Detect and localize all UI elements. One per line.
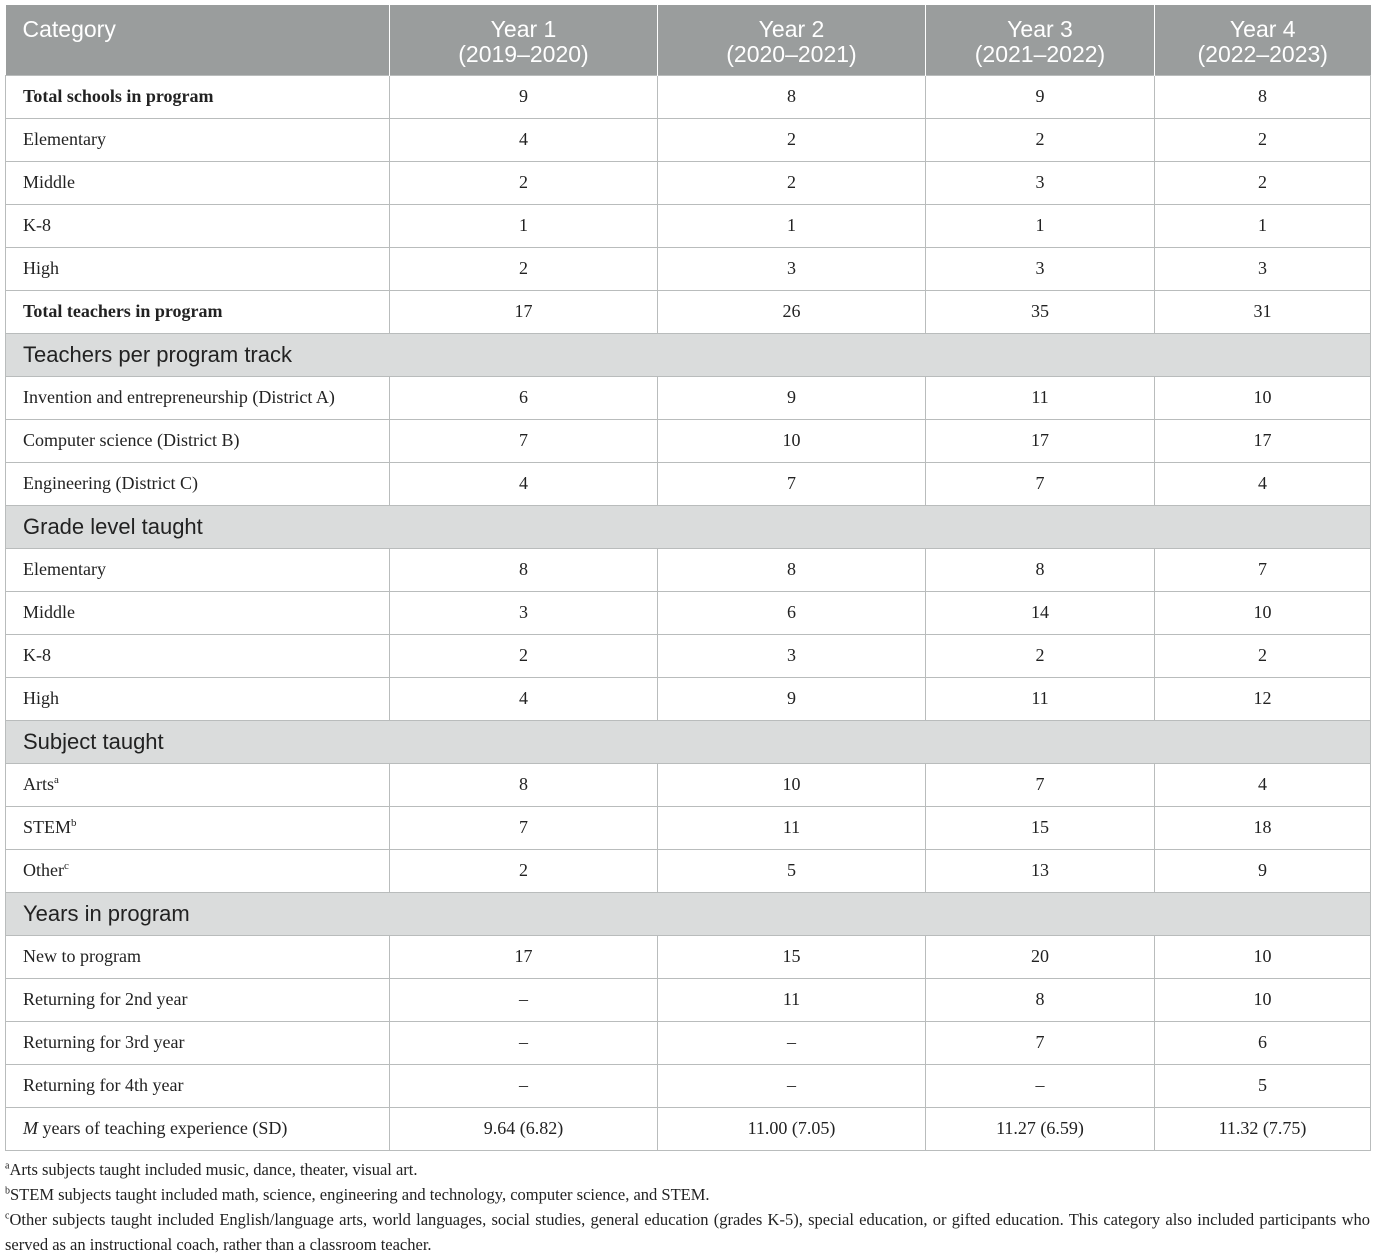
row-label — [6, 376, 390, 419]
table-row — [6, 75, 1371, 118]
cell-year-1: 9.64 (6.82) — [390, 1107, 658, 1150]
row-label-text: Returning for 4th year — [23, 1075, 184, 1095]
row-label-text: Middle — [23, 172, 75, 192]
header-year-range: (2019–2020) — [458, 41, 589, 67]
cell-year-3: 20 — [926, 935, 1155, 978]
table-row — [6, 677, 1371, 720]
cell-year-2: – — [658, 1064, 926, 1107]
footnote — [5, 1157, 1370, 1182]
table-row — [6, 462, 1371, 505]
row-label-text: Middle — [23, 602, 75, 622]
header-year-range: (2020–2021) — [726, 41, 857, 67]
cell-year-3: 2 — [926, 118, 1155, 161]
footnote-mark: b — [5, 1185, 10, 1197]
table-row — [6, 204, 1371, 247]
data-table-container — [5, 5, 1370, 1151]
row-label-text: Other — [23, 860, 64, 880]
row-label — [6, 548, 390, 591]
cell-year-4: 9 — [1155, 849, 1371, 892]
cell-year-4: 10 — [1155, 376, 1371, 419]
cell-year-2: 9 — [658, 677, 926, 720]
cell-year-4: 2 — [1155, 161, 1371, 204]
cell-year-3: – — [926, 1064, 1155, 1107]
footnote — [5, 1182, 1370, 1207]
cell-year-4: 6 — [1155, 1021, 1371, 1064]
cell-year-3: 11.27 (6.59) — [926, 1107, 1155, 1150]
table-row — [6, 247, 1371, 290]
cell-year-3: 2 — [926, 634, 1155, 677]
cell-year-1: 7 — [390, 419, 658, 462]
row-label — [6, 978, 390, 1021]
table-row — [6, 935, 1371, 978]
cell-year-2: 8 — [658, 548, 926, 591]
footnote-text: Arts subjects taught included music, dance, theater, visual art. — [9, 1160, 418, 1179]
cell-year-1: 1 — [390, 204, 658, 247]
cell-year-2: 2 — [658, 118, 926, 161]
header-year-label: Year 3 — [1007, 16, 1073, 42]
cell-year-3: 7 — [926, 462, 1155, 505]
header-year-label: Year 4 — [1229, 16, 1296, 42]
cell-year-1: – — [390, 1064, 658, 1107]
row-label — [6, 290, 390, 333]
section-title: Teachers per program track — [6, 333, 1371, 376]
row-label — [6, 1064, 390, 1107]
row-label-text: Returning for 3rd year — [23, 1032, 185, 1052]
footnote-marker: b — [71, 817, 77, 829]
footnote-mark: c — [5, 1210, 10, 1222]
cell-year-2: 1 — [658, 204, 926, 247]
row-label — [6, 75, 390, 118]
cell-year-4: 17 — [1155, 419, 1371, 462]
cell-year-3: 7 — [926, 1021, 1155, 1064]
cell-year-4: 7 — [1155, 548, 1371, 591]
section-row — [6, 333, 1371, 376]
cell-year-2: 11.00 (7.05) — [658, 1107, 926, 1150]
footnotes — [5, 1157, 1370, 1257]
table-row — [6, 118, 1371, 161]
cell-year-3: 7 — [926, 763, 1155, 806]
footnote-text: Other subjects taught included English/language arts, world languages, social studies, general education (grades K-5), special education, or gifted education. This category also included participants who served as an instructional coach, rather than a classroom teacher. — [5, 1210, 1370, 1254]
row-label — [6, 591, 390, 634]
cell-year-1: 2 — [390, 849, 658, 892]
cell-year-4: 10 — [1155, 978, 1371, 1021]
section-title: Years in program — [6, 892, 1371, 935]
cell-year-3: 13 — [926, 849, 1155, 892]
cell-year-1: 2 — [390, 247, 658, 290]
cell-year-1: 2 — [390, 634, 658, 677]
cell-year-3: 3 — [926, 247, 1155, 290]
cell-year-2: 8 — [658, 75, 926, 118]
cell-year-2: 10 — [658, 763, 926, 806]
section-title: Subject taught — [6, 720, 1371, 763]
row-label — [6, 462, 390, 505]
data-table — [5, 5, 1371, 1151]
cell-year-4: 10 — [1155, 591, 1371, 634]
cell-year-1: 3 — [390, 591, 658, 634]
cell-year-3: 9 — [926, 75, 1155, 118]
cell-year-3: 17 — [926, 419, 1155, 462]
cell-year-4: 12 — [1155, 677, 1371, 720]
table-row — [6, 548, 1371, 591]
cell-year-3: 1 — [926, 204, 1155, 247]
cell-year-3: 15 — [926, 806, 1155, 849]
cell-year-1: 17 — [390, 935, 658, 978]
cell-year-3: 11 — [926, 376, 1155, 419]
header-year-1 — [390, 5, 658, 75]
header-row — [6, 5, 1371, 75]
row-label-text: Engineering (District C) — [23, 473, 198, 493]
cell-year-4: 8 — [1155, 75, 1371, 118]
cell-year-2: 3 — [658, 634, 926, 677]
header-year-label: Year 1 — [490, 16, 557, 42]
table-row — [6, 634, 1371, 677]
row-label-text: K-8 — [23, 215, 51, 235]
header-category: Category — [6, 5, 390, 75]
section-title: Grade level taught — [6, 505, 1371, 548]
row-label-text: Invention and entrepreneurship (District A) — [23, 387, 335, 407]
table-row — [6, 978, 1371, 1021]
row-label — [6, 1107, 390, 1150]
row-label-text: years of teaching experience (SD) — [38, 1118, 288, 1138]
table-row — [6, 290, 1371, 333]
table-header — [6, 5, 1371, 75]
cell-year-2: 10 — [658, 419, 926, 462]
cell-year-4: 31 — [1155, 290, 1371, 333]
cell-year-2: 7 — [658, 462, 926, 505]
row-label — [6, 1021, 390, 1064]
row-label-text: Returning for 2nd year — [23, 989, 188, 1009]
cell-year-4: 4 — [1155, 763, 1371, 806]
table-row — [6, 419, 1371, 462]
cell-year-3: 3 — [926, 161, 1155, 204]
row-label — [6, 419, 390, 462]
cell-year-2: 11 — [658, 978, 926, 1021]
row-label-text: New to program — [23, 946, 141, 966]
table-row — [6, 1064, 1371, 1107]
table-row — [6, 161, 1371, 204]
table-body — [6, 75, 1371, 1150]
footnote — [5, 1207, 1370, 1257]
table-row — [6, 806, 1371, 849]
cell-year-1: 8 — [390, 763, 658, 806]
cell-year-1: 4 — [390, 118, 658, 161]
table-row — [6, 763, 1371, 806]
row-label-text: STEM — [23, 817, 72, 837]
cell-year-3: 35 — [926, 290, 1155, 333]
section-row — [6, 892, 1371, 935]
row-label — [6, 763, 390, 806]
cell-year-2: 9 — [658, 376, 926, 419]
cell-year-1: 8 — [390, 548, 658, 591]
cell-year-1: 4 — [390, 677, 658, 720]
header-year-4 — [1155, 5, 1371, 75]
row-label — [6, 849, 390, 892]
header-year-2 — [658, 5, 926, 75]
table-row — [6, 591, 1371, 634]
cell-year-4: 2 — [1155, 118, 1371, 161]
row-label — [6, 247, 390, 290]
cell-year-3: 8 — [926, 978, 1155, 1021]
footnote-marker: a — [54, 774, 59, 786]
cell-year-4: 10 — [1155, 935, 1371, 978]
row-label-text: Total teachers in program — [23, 301, 223, 321]
row-label-italic: M — [23, 1118, 38, 1138]
row-label-text: Total schools in program — [23, 86, 214, 106]
cell-year-1: 4 — [390, 462, 658, 505]
row-label-text: High — [23, 688, 59, 708]
section-row — [6, 720, 1371, 763]
row-label — [6, 935, 390, 978]
cell-year-4: 11.32 (7.75) — [1155, 1107, 1371, 1150]
cell-year-2: – — [658, 1021, 926, 1064]
row-label-text: Elementary — [23, 129, 106, 149]
row-label — [6, 677, 390, 720]
cell-year-4: 5 — [1155, 1064, 1371, 1107]
cell-year-1: – — [390, 978, 658, 1021]
cell-year-2: 2 — [658, 161, 926, 204]
cell-year-4: 2 — [1155, 634, 1371, 677]
cell-year-1: 9 — [390, 75, 658, 118]
section-row — [6, 505, 1371, 548]
row-label-text: K-8 — [23, 645, 51, 665]
cell-year-2: 6 — [658, 591, 926, 634]
header-year-range: (2021–2022) — [974, 41, 1106, 67]
row-label — [6, 806, 390, 849]
row-label — [6, 634, 390, 677]
cell-year-3: 14 — [926, 591, 1155, 634]
header-year-range: (2022–2023) — [1197, 41, 1328, 67]
table-row — [6, 1107, 1371, 1150]
row-label-text: Arts — [23, 774, 54, 794]
cell-year-4: 18 — [1155, 806, 1371, 849]
cell-year-2: 11 — [658, 806, 926, 849]
header-year-3 — [926, 5, 1155, 75]
row-label-text: Elementary — [23, 559, 106, 579]
cell-year-1: 17 — [390, 290, 658, 333]
header-year-label: Year 2 — [758, 16, 825, 42]
cell-year-4: 3 — [1155, 247, 1371, 290]
cell-year-1: 2 — [390, 161, 658, 204]
row-label — [6, 118, 390, 161]
row-label — [6, 204, 390, 247]
row-label — [6, 161, 390, 204]
table-row — [6, 1021, 1371, 1064]
row-label-text: Computer science (District B) — [23, 430, 240, 450]
row-label-text: High — [23, 258, 59, 278]
table-row — [6, 849, 1371, 892]
cell-year-2: 26 — [658, 290, 926, 333]
cell-year-1: 7 — [390, 806, 658, 849]
footnote-mark: a — [5, 1160, 10, 1172]
cell-year-2: 3 — [658, 247, 926, 290]
footnote-marker: c — [63, 860, 69, 872]
cell-year-1: – — [390, 1021, 658, 1064]
cell-year-2: 5 — [658, 849, 926, 892]
footnote-text: STEM subjects taught included math, science, engineering and technology, computer science, and STEM. — [10, 1185, 710, 1204]
cell-year-1: 6 — [390, 376, 658, 419]
table-row — [6, 376, 1371, 419]
cell-year-2: 15 — [658, 935, 926, 978]
cell-year-4: 1 — [1155, 204, 1371, 247]
cell-year-4: 4 — [1155, 462, 1371, 505]
cell-year-3: 8 — [926, 548, 1155, 591]
cell-year-3: 11 — [926, 677, 1155, 720]
